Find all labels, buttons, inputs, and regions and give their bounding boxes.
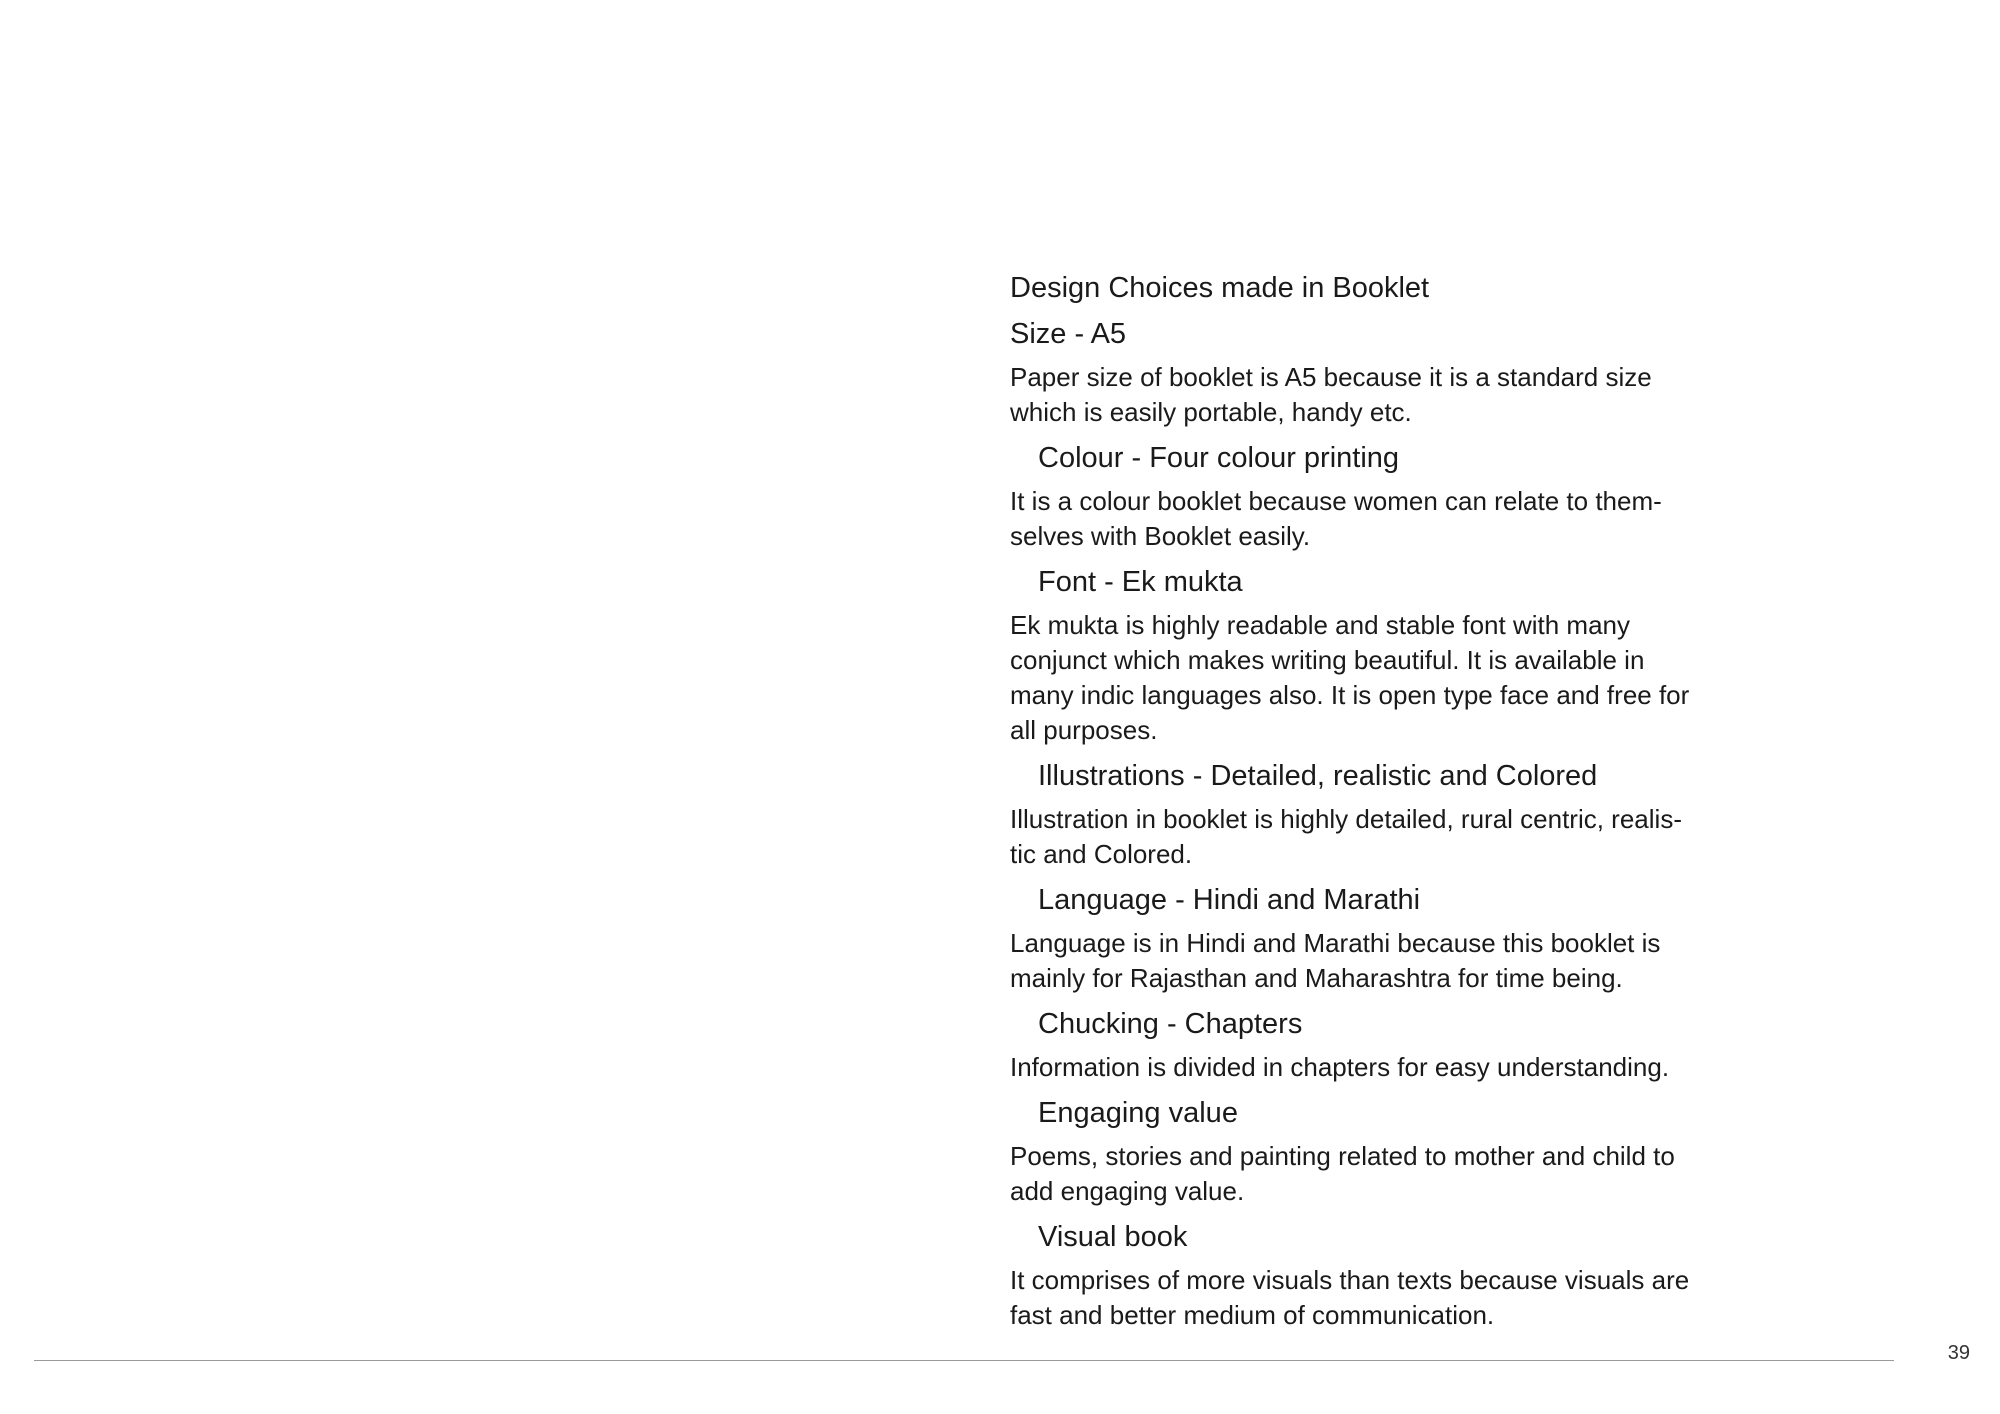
- section-body: It is a colour booklet because women can relate to them- selves with Booklet easily.: [1010, 486, 1662, 551]
- footer-divider: [34, 1360, 1894, 1361]
- page-title: Design Choices made in Booklet: [1010, 272, 1430, 304]
- section-visual-book: [1010, 1219, 1770, 1333]
- section-colour: [1010, 440, 1770, 554]
- section-body: Information is divided in chapters for easy understanding.: [1010, 1052, 1670, 1082]
- section-engaging-value: [1010, 1095, 1770, 1209]
- section-heading: Font - Ek mukta: [1038, 566, 1243, 598]
- section-heading: Engaging value: [1038, 1097, 1238, 1129]
- section-heading: Size - A5: [1010, 318, 1127, 350]
- section-heading: Visual book: [1038, 1221, 1188, 1253]
- section-body: Ek mukta is highly readable and stable font with many conjunct which makes writing beautiful. It is available in many indic languages also. It is open type face and free for all purposes.: [1010, 610, 1690, 745]
- design-choices-text-block: [1010, 270, 1770, 1343]
- section-font: [1010, 564, 1770, 748]
- section-body: It comprises of more visuals than texts because visuals are fast and better medium of communication.: [1010, 1265, 1690, 1330]
- section-body: Language is in Hindi and Marathi because this booklet is mainly for Rajasthan and Maharashtra for time being.: [1010, 928, 1661, 993]
- section-heading: Illustrations - Detailed, realistic and Colored: [1038, 760, 1598, 792]
- section-heading: Language - Hindi and Marathi: [1038, 884, 1421, 916]
- section-body: Paper size of booklet is A5 because it is a standard size which is easily portable, handy etc.: [1010, 362, 1652, 427]
- section-heading: Chucking - Chapters: [1038, 1008, 1303, 1040]
- section-language: [1010, 882, 1770, 996]
- section-illustrations: [1010, 758, 1770, 872]
- section-body: Illustration in booklet is highly detailed, rural centric, realis- tic and Colored.: [1010, 804, 1682, 869]
- section-body: Poems, stories and painting related to mother and child to add engaging value.: [1010, 1141, 1675, 1206]
- section-size: [1010, 316, 1770, 430]
- section-heading: Colour - Four colour printing: [1038, 442, 1400, 474]
- page-number: 39: [1947, 1342, 1970, 1364]
- section-chunking: [1010, 1006, 1770, 1085]
